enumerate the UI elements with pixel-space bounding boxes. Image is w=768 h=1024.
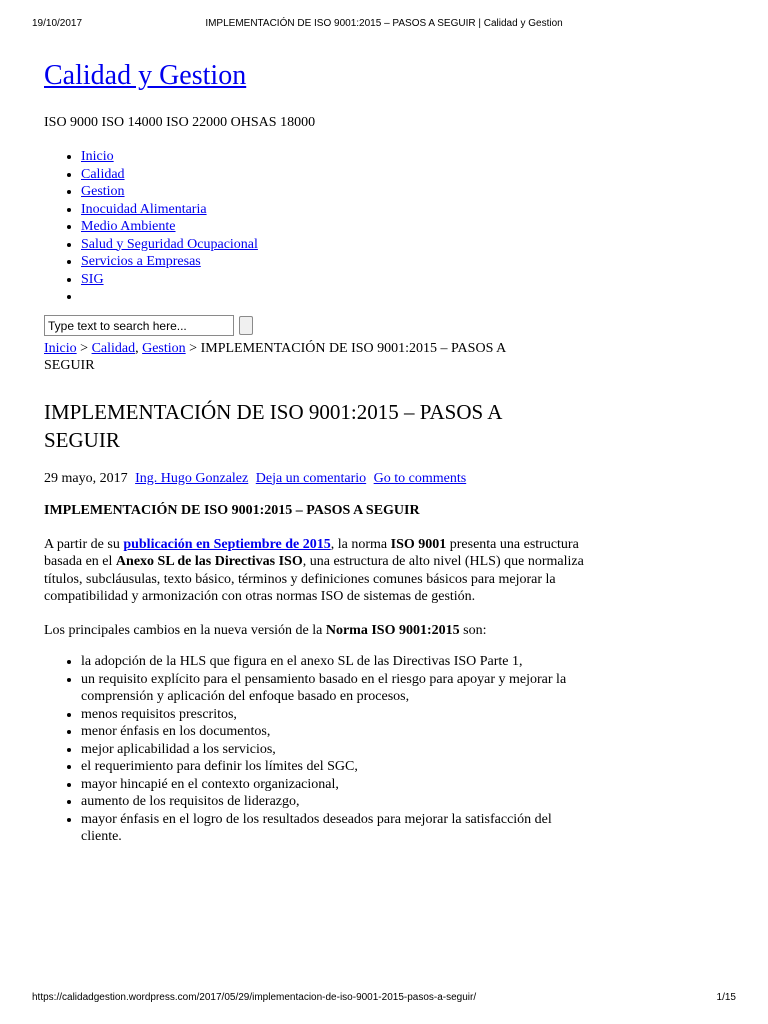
list-item: • la adopción de la HLS que figura en el anexo SL de las Directivas ISO Parte 1, — [81, 653, 594, 671]
list-item: • el requerimiento para definir los límites del SGC, — [81, 758, 594, 776]
nav-item-inocuidad — [81, 201, 604, 219]
post-author-link[interactable]: Ing. Hugo Gonzalez — [135, 470, 249, 486]
search-form — [44, 315, 604, 337]
post-title: IMPLEMENTACIÓN DE ISO 9001:2015 – PASOS A SEGUIR — [44, 399, 502, 452]
intro-text: A partir de su — [44, 536, 124, 552]
list-item: • menor énfasis en los documentos, — [81, 723, 594, 741]
post-date: 29 mayo, 2017 — [44, 470, 128, 486]
intro-bold: Anexo SL de las Directivas ISO — [115, 554, 303, 569]
nav-link-calidad[interactable]: Calidad — [81, 166, 125, 182]
search-button[interactable] — [239, 316, 253, 335]
nav-link-inicio[interactable]: Inicio — [81, 149, 114, 164]
nav-item-sig — [81, 271, 604, 289]
post-subheading: IMPLEMENTACIÓN DE ISO 9001:2015 – PASOS A SEGUIR — [44, 502, 420, 518]
breadcrumb-sep: > — [185, 340, 201, 356]
breadcrumb-current: IMPLEMENTACIÓN DE ISO 9001:2015 – PASOS A SEGUIR — [44, 340, 506, 373]
list-item: • mejor aplicabilidad a los servicios, — [81, 741, 594, 759]
intro-paragraph — [44, 536, 594, 606]
search-input[interactable] — [44, 315, 234, 336]
print-date: 19/10/2017 — [32, 18, 83, 29]
breadcrumb-comma: , — [135, 340, 143, 356]
print-footer — [32, 992, 736, 1006]
publication-link-text: publicación en Septiembre de 2015 — [123, 536, 331, 552]
leave-comment-link[interactable]: Deja un comentario — [255, 470, 367, 486]
post-meta — [44, 470, 604, 488]
nav-item-gestion — [81, 183, 604, 201]
intro-text: , una estructura de alto nivel (HLS) que normaliza títulos, subcláusulas, texto básico, términos y definiciones comunes básicos para mejorar la compatibilidad y armonización con otras normas ISO de sistemas de gestión. — [44, 554, 584, 604]
site-tagline: ISO 9000 ISO 14000 ISO 22000 OHSAS 18000 — [44, 115, 316, 130]
intro-text: presenta una estructura basada en el — [44, 536, 579, 569]
site-title-link[interactable]: Calidad y Gestion — [44, 60, 247, 91]
nav-link-medio-ambiente[interactable]: Medio Ambiente — [81, 219, 176, 234]
changes-intro-text: Los principales cambios en la nueva versión de la — [44, 622, 326, 638]
nav-link-servicios[interactable]: Servicios a Empresas — [81, 254, 201, 269]
publication-link[interactable] — [123, 537, 330, 552]
nav-item-servicios — [81, 253, 604, 271]
nav-link-salud[interactable]: Salud y Seguridad Ocupacional — [81, 236, 258, 252]
main-nav — [44, 148, 604, 306]
breadcrumb-gestion[interactable]: Gestion — [142, 340, 186, 356]
breadcrumb-home[interactable]: Inicio — [44, 340, 77, 356]
list-item: • aumento de los requisitos de liderazgo, — [81, 793, 594, 811]
nav-link-inocuidad[interactable]: Inocuidad Alimentaria — [81, 201, 207, 217]
print-page-number: 1/15 — [716, 992, 736, 1003]
page-content — [44, 56, 604, 846]
nav-item-empty — [81, 288, 604, 306]
breadcrumb-calidad[interactable]: Calidad — [91, 340, 136, 356]
nav-item-inicio — [81, 148, 604, 166]
nav-item-calidad — [81, 166, 604, 184]
intro-text: , la norma — [330, 536, 391, 552]
changes-list — [44, 653, 594, 846]
print-page-title: IMPLEMENTACIÓN DE ISO 9001:2015 – PASOS A SEGUIR | Calidad y Gestion — [205, 18, 563, 29]
list-item: • mayor hincapié en el contexto organizacional, — [81, 776, 594, 794]
go-to-comments-link[interactable]: Go to comments — [373, 470, 467, 486]
changes-intro-paragraph — [44, 622, 594, 640]
print-header — [32, 18, 736, 32]
list-item: • mayor énfasis en el logro de los resultados deseados para mejorar la satisfacción del cliente. — [81, 811, 594, 846]
list-item: • un requisito explícito para el pensamiento basado en el riesgo para apoyar y mejorar la comprensión y aplicación del enfoque basado en procesos, — [81, 671, 594, 706]
list-item: • menos requisitos prescritos, — [81, 706, 594, 724]
intro-bold: ISO 9001 — [390, 536, 447, 552]
breadcrumb-sep: > — [76, 340, 92, 356]
changes-intro-text: son: — [459, 622, 487, 638]
nav-link-sig[interactable]: SIG — [81, 271, 104, 287]
nav-link-gestion[interactable]: Gestion — [81, 184, 125, 199]
nav-item-salud — [81, 236, 604, 254]
changes-intro-bold: Norma ISO 9001:2015 — [325, 622, 460, 638]
site-title — [44, 56, 604, 96]
print-url: https://calidadgestion.wordpress.com/2017/05/29/implementacion-de-iso-9001-2015-pasos-a-seguir/ — [32, 992, 477, 1003]
nav-item-medio-ambiente — [81, 218, 604, 236]
breadcrumb — [44, 340, 544, 374]
